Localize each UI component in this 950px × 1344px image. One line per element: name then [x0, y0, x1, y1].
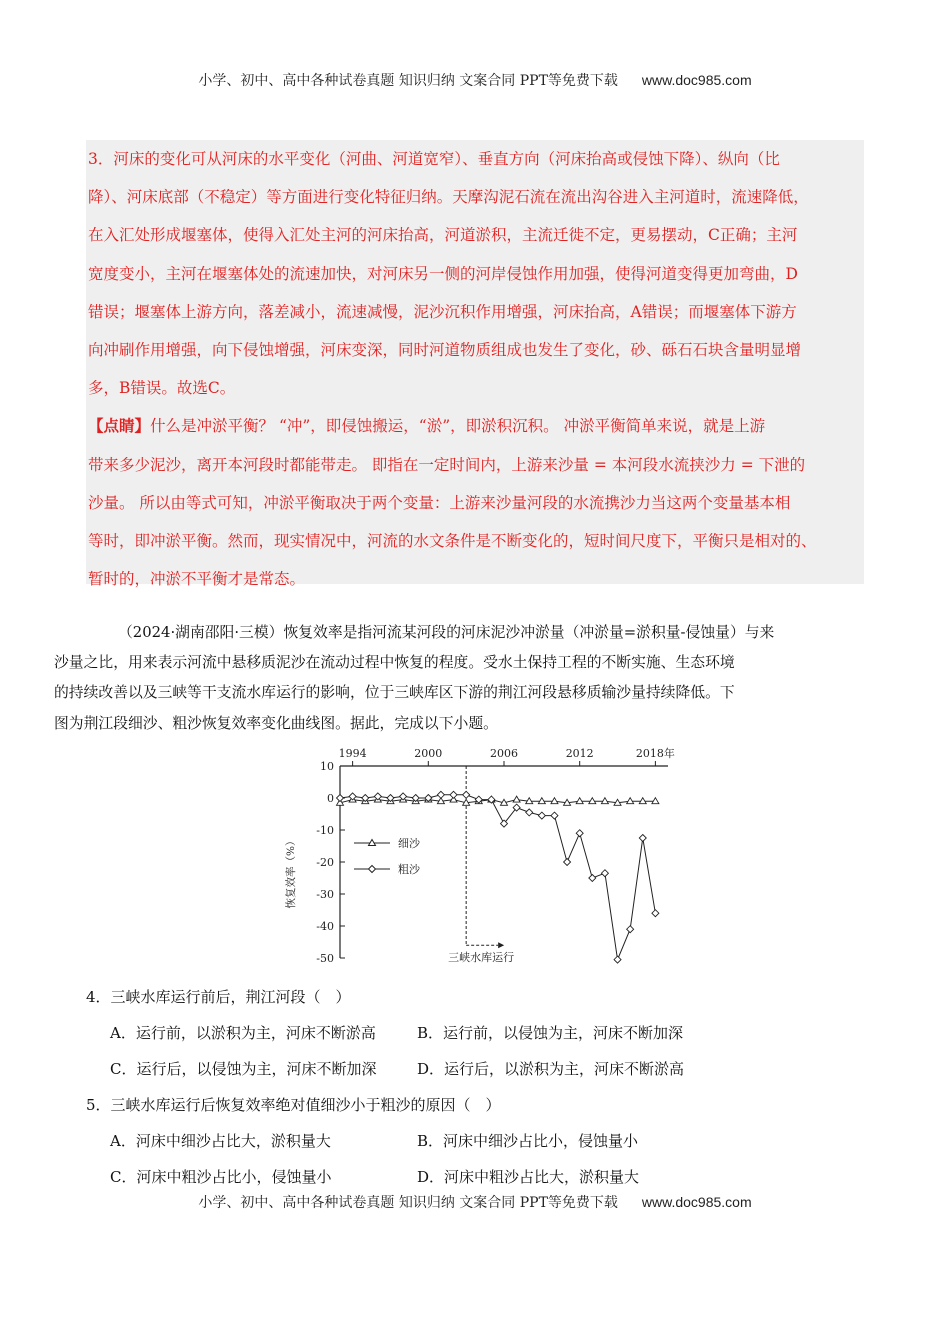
x-tick-label: 2018年	[635, 747, 675, 760]
intro-line: （2024·湖南邵阳·三模）恢复效率是指河流某河段的河床泥沙冲淤量（冲淤量=淤积量-侵蚀量）与来	[118, 624, 775, 641]
x-tick-label: 2012	[565, 747, 594, 760]
y-axis-label: 恢复效率（%）	[285, 835, 297, 909]
data-point-粗沙	[614, 956, 621, 963]
legend-marker-粗沙	[369, 866, 376, 873]
data-point-粗沙	[564, 859, 571, 866]
page-footer	[0, 1192, 950, 1212]
data-point-粗沙	[450, 791, 457, 798]
annotation-arrow-head	[498, 942, 504, 948]
intro-line: 沙量之比，用来表示河流中悬移质泥沙在流动过程中恢复的程度。受水土保持工程的不断实施、生态环境	[54, 654, 735, 672]
intro-line: 的持续改善以及三峡等干支流水库运行的影响，位于三峡库区下游的荆江河段悬移质输沙量持续降低。下	[54, 684, 735, 702]
y-tick-label: -30	[316, 888, 334, 901]
y-tick-label: -50	[316, 952, 334, 965]
data-point-粗沙	[374, 793, 381, 800]
question-5-stem: 5．三峡水库运行后恢复效率绝对值细沙小于粗沙的原因（ ）	[86, 1096, 501, 1114]
y-tick-label: -20	[316, 856, 334, 869]
legend-label-粗沙: 粗沙	[398, 863, 420, 876]
tip-text: 什么是冲淤平衡？ “冲”，即侵蚀搬运，“淤”，即淤积沉积。 冲淤平衡简单来说，就是上游	[150, 417, 766, 436]
question-5-option-a[interactable]: A．河床中细沙占比大，淤积量大	[110, 1132, 331, 1150]
header-site-link[interactable]: www.doc985.com	[641, 72, 752, 88]
data-point-粗沙	[349, 793, 356, 800]
data-point-粗沙	[652, 910, 659, 917]
series-line-粗沙	[340, 795, 655, 960]
data-point-粗沙	[639, 835, 646, 842]
answer-line: 多，B错误。故选C。	[88, 379, 236, 398]
legend-label-细沙: 细沙	[398, 837, 420, 850]
recovery-efficiency-chart	[270, 738, 720, 970]
answer-line: 降）、河床底部（不稳定）等方面进行变化特征归纳。天摩沟泥石流在流出沟谷进入主河道时，流速降低，	[88, 188, 809, 207]
question-5-option-c[interactable]: C．河床中粗沙占比小，侵蚀量小	[110, 1168, 332, 1186]
x-tick-label: 2006	[490, 747, 518, 760]
y-tick-label: 0	[327, 792, 334, 805]
data-point-粗沙	[627, 926, 634, 933]
data-point-粗沙	[463, 791, 470, 798]
header-text: 小学、初中、高中各种试卷真题 知识归纳 文案合同 PPT等免费下载	[198, 73, 618, 89]
question-5-option-d[interactable]: D．河床中粗沙占比大，淤积量大	[417, 1168, 640, 1186]
tip-line: 暂时的，冲淤不平衡才是常态。	[88, 570, 306, 589]
x-tick-label: 1994	[338, 747, 367, 760]
answer-line: 宽度变小，主河在堰塞体处的流速加快，对河床另一侧的河岸侵蚀作用加强，使得河道变得更加弯曲，D	[88, 264, 798, 283]
answer-explanation-box	[86, 140, 864, 589]
footer-site-link[interactable]: www.doc985.com	[641, 1194, 752, 1210]
tip-line: 等时，即冲淤平衡。然而，现实情况中，河流的水文条件是不断变化的，短时间尺度下，平衡只是相对的、	[88, 532, 817, 551]
question-4-option-d[interactable]: D．运行后，以淤积为主，河床不断淤高	[417, 1060, 685, 1078]
question-4-option-b[interactable]: B．运行前，以侵蚀为主，河床不断加深	[417, 1024, 684, 1042]
data-point-粗沙	[589, 875, 596, 882]
data-point-粗沙	[538, 812, 545, 819]
answer-line: 向冲刷作用增强，向下侵蚀增强，河床变深，同时河道物质组成也发生了变化，砂、砾石石块含量明显增	[88, 341, 802, 360]
answer-line: 在入汇处形成堰塞体，使得入汇处主河的河床抬高，河道淤积，主流迁徙不定，更易摆动，C正确；主河	[88, 226, 798, 245]
y-tick-label: 10	[320, 760, 334, 773]
tip-label: 【点睛】	[88, 416, 151, 436]
x-tick-label: 2000	[414, 747, 443, 760]
data-point-粗沙	[400, 793, 407, 800]
page-header	[0, 70, 950, 90]
tip-line: 带来多少泥沙，离开本河段时都能带走。 即指在一定时间内，上游来沙量 = 本河段水流挟沙力 = 下泄的	[88, 455, 806, 474]
question-4-option-c[interactable]: C．运行后，以侵蚀为主，河床不断加深	[110, 1060, 377, 1078]
data-point-粗沙	[601, 870, 608, 877]
tip-line: 沙量。 所以由等式可知，冲淤平衡取决于两个变量：上游来沙量河段的水流携沙力当这两个变量基本相	[88, 493, 791, 512]
data-point-粗沙	[526, 809, 533, 816]
intro-line: 图为荆江段细沙、粗沙恢复效率变化曲线图。据此，完成以下小题。	[54, 714, 498, 732]
question-intro	[54, 618, 866, 739]
data-point-粗沙	[437, 791, 444, 798]
question-5-option-b[interactable]: B．河床中细沙占比小，侵蚀量小	[417, 1132, 639, 1150]
y-tick-label: -40	[316, 920, 334, 933]
answer-line: 3．河床的变化可从河床的水平变化（河曲、河道宽窄）、垂直方向（河床抬高或侵蚀下降）、纵向（比	[88, 150, 780, 168]
question-4-option-a[interactable]: A．运行前，以淤积为主，河床不断淤高	[110, 1024, 376, 1042]
y-tick-label: -10	[316, 824, 334, 837]
footer-text: 小学、初中、高中各种试卷真题 知识归纳 文案合同 PPT等免费下载	[198, 1195, 618, 1211]
data-point-细沙	[513, 796, 520, 802]
question-4-stem: 4．三峡水库运行前后，荆江河段（ ）	[86, 988, 351, 1006]
data-point-粗沙	[337, 795, 344, 802]
answer-line: 错误；堰塞体上游方向，落差减小，流速减慢，泥沙沉积作用增强，河床抬高，A错误；而堰塞体下游方	[88, 302, 797, 321]
tip-line	[86, 407, 864, 445]
data-point-粗沙	[551, 812, 558, 819]
data-point-粗沙	[576, 830, 583, 837]
annotation-label: 三峡水库运行	[448, 951, 515, 965]
